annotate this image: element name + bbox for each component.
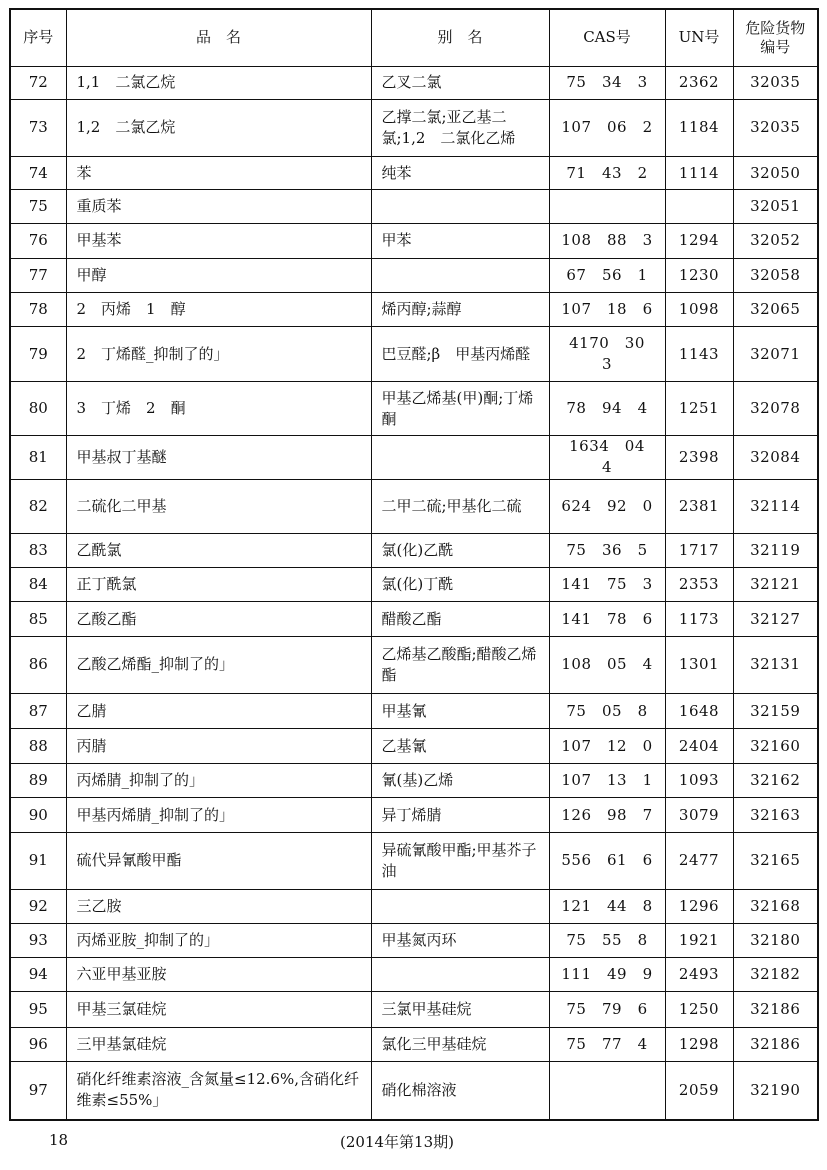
cell-product-name: 1,2 二氯乙烷 xyxy=(66,99,371,156)
cell-serial-number: 95 xyxy=(10,992,66,1027)
cell-cas-number: 75 05 8 xyxy=(549,694,665,729)
table-row xyxy=(10,958,818,992)
cell-un-number: 2059 xyxy=(665,1061,733,1120)
cell-alias xyxy=(371,190,549,223)
cell-serial-number: 94 xyxy=(10,958,66,992)
cell-cas-number: 556 61 6 xyxy=(549,833,665,889)
cell-un-number: 2398 xyxy=(665,436,733,479)
cell-un-number: 2493 xyxy=(665,958,733,992)
header-product-name: 品 名 xyxy=(66,9,371,66)
cell-product-name: 丙腈 xyxy=(66,729,371,763)
cell-product-name: 硝化纤维素溶液_含氮量≤12.6%,含硝化纤维素≤55%」 xyxy=(66,1061,371,1120)
cell-alias: 醋酸乙酯 xyxy=(371,602,549,636)
cell-serial-number: 93 xyxy=(10,923,66,957)
cell-product-name: 乙酰氯 xyxy=(66,533,371,567)
cell-dangerous-goods-code: 32160 xyxy=(733,729,818,763)
table-row xyxy=(10,729,818,763)
cell-cas-number: 78 94 4 xyxy=(549,381,665,435)
table-row xyxy=(10,66,818,99)
cell-cas-number: 71 43 2 xyxy=(549,157,665,190)
table-row xyxy=(10,1027,818,1061)
cell-cas-number: 121 44 8 xyxy=(549,889,665,923)
cell-alias xyxy=(371,436,549,479)
cell-cas-number: 75 79 6 xyxy=(549,992,665,1027)
table-row xyxy=(10,157,818,190)
cell-product-name: 苯 xyxy=(66,157,371,190)
hazardous-chemicals-table xyxy=(9,8,819,1121)
cell-cas-number: 75 36 5 xyxy=(549,533,665,567)
cell-serial-number: 87 xyxy=(10,694,66,729)
cell-cas-number: 1634 04 4 xyxy=(549,436,665,479)
cell-cas-number: 126 98 7 xyxy=(549,797,665,832)
cell-product-name: 乙酸乙酯 xyxy=(66,602,371,636)
table-row xyxy=(10,190,818,223)
cell-alias: 乙烯基乙酸酯;醋酸乙烯酯 xyxy=(371,636,549,693)
table-row xyxy=(10,602,818,636)
cell-alias: 异硫氰酸甲酯;甲基芥子油 xyxy=(371,833,549,889)
cell-product-name: 硫代异氰酸甲酯 xyxy=(66,833,371,889)
cell-cas-number: 624 92 0 xyxy=(549,479,665,533)
cell-un-number: 1301 xyxy=(665,636,733,693)
table-row xyxy=(10,763,818,797)
cell-alias: 氯(化)乙酰 xyxy=(371,533,549,567)
cell-cas-number: 107 13 1 xyxy=(549,763,665,797)
cell-dangerous-goods-code: 32071 xyxy=(733,327,818,381)
header-serial-number: 序号 xyxy=(10,9,66,66)
cell-dangerous-goods-code: 32163 xyxy=(733,797,818,832)
cell-product-name: 三甲基氯硅烷 xyxy=(66,1027,371,1061)
cell-product-name: 正丁酰氯 xyxy=(66,568,371,602)
cell-product-name: 三乙胺 xyxy=(66,889,371,923)
cell-un-number: 3079 xyxy=(665,797,733,832)
table-row xyxy=(10,833,818,889)
cell-serial-number: 85 xyxy=(10,602,66,636)
cell-dangerous-goods-code: 32051 xyxy=(733,190,818,223)
cell-un-number: 1173 xyxy=(665,602,733,636)
cell-alias: 异丁烯腈 xyxy=(371,797,549,832)
cell-product-name: 六亚甲基亚胺 xyxy=(66,958,371,992)
cell-serial-number: 84 xyxy=(10,568,66,602)
cell-serial-number: 90 xyxy=(10,797,66,832)
cell-cas-number: 107 06 2 xyxy=(549,99,665,156)
cell-dangerous-goods-code: 32186 xyxy=(733,1027,818,1061)
cell-cas-number: 75 55 8 xyxy=(549,923,665,957)
cell-un-number: 1648 xyxy=(665,694,733,729)
cell-alias: 甲基氰 xyxy=(371,694,549,729)
cell-cas-number: 141 75 3 xyxy=(549,568,665,602)
cell-alias: 氯化三甲基硅烷 xyxy=(371,1027,549,1061)
cell-un-number: 1143 xyxy=(665,327,733,381)
table-row xyxy=(10,99,818,156)
table-row xyxy=(10,258,818,292)
header-row xyxy=(10,9,818,66)
cell-un-number: 2353 xyxy=(665,568,733,602)
cell-dangerous-goods-code: 32165 xyxy=(733,833,818,889)
cell-dangerous-goods-code: 32050 xyxy=(733,157,818,190)
cell-cas-number: 141 78 6 xyxy=(549,602,665,636)
cell-serial-number: 77 xyxy=(10,258,66,292)
table-row xyxy=(10,533,818,567)
cell-product-name: 二硫化二甲基 xyxy=(66,479,371,533)
cell-alias: 纯苯 xyxy=(371,157,549,190)
cell-product-name: 3 丁烯 2 酮 xyxy=(66,381,371,435)
cell-dangerous-goods-code: 32065 xyxy=(733,293,818,327)
cell-dangerous-goods-code: 32035 xyxy=(733,66,818,99)
cell-un-number: 1184 xyxy=(665,99,733,156)
cell-alias xyxy=(371,958,549,992)
cell-serial-number: 80 xyxy=(10,381,66,435)
cell-product-name: 乙腈 xyxy=(66,694,371,729)
table-row xyxy=(10,381,818,435)
table-row xyxy=(10,923,818,957)
table-row xyxy=(10,797,818,832)
cell-dangerous-goods-code: 32162 xyxy=(733,763,818,797)
cell-product-name: 丙烯亚胺_抑制了的」 xyxy=(66,923,371,957)
cell-dangerous-goods-code: 32180 xyxy=(733,923,818,957)
cell-dangerous-goods-code: 32168 xyxy=(733,889,818,923)
cell-alias: 甲苯 xyxy=(371,223,549,258)
table-row xyxy=(10,568,818,602)
cell-cas-number: 75 77 4 xyxy=(549,1027,665,1061)
cell-dangerous-goods-code: 32078 xyxy=(733,381,818,435)
cell-product-name: 乙酸乙烯酯_抑制了的」 xyxy=(66,636,371,693)
cell-un-number: 1717 xyxy=(665,533,733,567)
cell-serial-number: 86 xyxy=(10,636,66,693)
table-row xyxy=(10,293,818,327)
cell-serial-number: 81 xyxy=(10,436,66,479)
page-footer xyxy=(0,1127,827,1155)
cell-serial-number: 73 xyxy=(10,99,66,156)
cell-serial-number: 72 xyxy=(10,66,66,99)
cell-cas-number xyxy=(549,1061,665,1120)
cell-cas-number: 67 56 1 xyxy=(549,258,665,292)
cell-product-name: 1,1 二氯乙烷 xyxy=(66,66,371,99)
cell-cas-number: 108 88 3 xyxy=(549,223,665,258)
cell-alias: 三氯甲基硅烷 xyxy=(371,992,549,1027)
cell-product-name: 甲基苯 xyxy=(66,223,371,258)
hazardous-chemicals-table-container xyxy=(9,8,817,1121)
cell-cas-number: 107 18 6 xyxy=(549,293,665,327)
cell-cas-number: 75 34 3 xyxy=(549,66,665,99)
cell-dangerous-goods-code: 32159 xyxy=(733,694,818,729)
header-cas-number: CAS号 xyxy=(549,9,665,66)
cell-serial-number: 96 xyxy=(10,1027,66,1061)
table-row xyxy=(10,694,818,729)
cell-un-number: 2404 xyxy=(665,729,733,763)
cell-serial-number: 76 xyxy=(10,223,66,258)
cell-dangerous-goods-code: 32084 xyxy=(733,436,818,479)
cell-product-name: 丙烯腈_抑制了的」 xyxy=(66,763,371,797)
cell-dangerous-goods-code: 32114 xyxy=(733,479,818,533)
issue-label: (2014年第13期) xyxy=(340,1133,454,1151)
cell-alias: 甲基氮丙环 xyxy=(371,923,549,957)
cell-dangerous-goods-code: 32131 xyxy=(733,636,818,693)
cell-product-name: 甲基叔丁基醚 xyxy=(66,436,371,479)
cell-un-number: 1098 xyxy=(665,293,733,327)
cell-dangerous-goods-code: 32182 xyxy=(733,958,818,992)
table-row xyxy=(10,992,818,1027)
cell-serial-number: 83 xyxy=(10,533,66,567)
table-row xyxy=(10,327,818,381)
header-alias: 别 名 xyxy=(371,9,549,66)
cell-alias: 乙撑二氯;亚乙基二氯;1,2 二氯化乙烯 xyxy=(371,99,549,156)
page-number: 18 xyxy=(49,1131,69,1149)
cell-alias: 氰(基)乙烯 xyxy=(371,763,549,797)
cell-un-number: 1093 xyxy=(665,763,733,797)
cell-serial-number: 91 xyxy=(10,833,66,889)
cell-un-number: 2381 xyxy=(665,479,733,533)
cell-alias: 氯(化)丁酰 xyxy=(371,568,549,602)
table-row xyxy=(10,223,818,258)
cell-alias: 二甲二硫;甲基化二硫 xyxy=(371,479,549,533)
cell-un-number xyxy=(665,190,733,223)
cell-un-number: 1230 xyxy=(665,258,733,292)
cell-dangerous-goods-code: 32035 xyxy=(733,99,818,156)
cell-serial-number: 79 xyxy=(10,327,66,381)
header-un-number: UN号 xyxy=(665,9,733,66)
table-row xyxy=(10,1061,818,1120)
cell-serial-number: 89 xyxy=(10,763,66,797)
cell-serial-number: 82 xyxy=(10,479,66,533)
cell-product-name: 甲基丙烯腈_抑制了的」 xyxy=(66,797,371,832)
cell-serial-number: 92 xyxy=(10,889,66,923)
cell-dangerous-goods-code: 32052 xyxy=(733,223,818,258)
cell-un-number: 1921 xyxy=(665,923,733,957)
table-header xyxy=(10,9,818,66)
cell-serial-number: 74 xyxy=(10,157,66,190)
cell-product-name: 甲醇 xyxy=(66,258,371,292)
cell-serial-number: 75 xyxy=(10,190,66,223)
cell-alias: 甲基乙烯基(甲)酮;丁烯酮 xyxy=(371,381,549,435)
cell-alias xyxy=(371,258,549,292)
cell-cas-number xyxy=(549,190,665,223)
cell-product-name: 2 丙烯 1 醇 xyxy=(66,293,371,327)
table-row xyxy=(10,636,818,693)
cell-serial-number: 97 xyxy=(10,1061,66,1120)
cell-un-number: 1250 xyxy=(665,992,733,1027)
table-row xyxy=(10,479,818,533)
cell-alias: 乙叉二氯 xyxy=(371,66,549,99)
cell-un-number: 1296 xyxy=(665,889,733,923)
cell-cas-number: 107 12 0 xyxy=(549,729,665,763)
cell-cas-number: 111 49 9 xyxy=(549,958,665,992)
cell-dangerous-goods-code: 32121 xyxy=(733,568,818,602)
cell-dangerous-goods-code: 32127 xyxy=(733,602,818,636)
cell-dangerous-goods-code: 32186 xyxy=(733,992,818,1027)
cell-un-number: 1114 xyxy=(665,157,733,190)
cell-serial-number: 88 xyxy=(10,729,66,763)
cell-alias xyxy=(371,889,549,923)
cell-un-number: 2477 xyxy=(665,833,733,889)
cell-cas-number: 4170 30 3 xyxy=(549,327,665,381)
table-body xyxy=(10,66,818,1120)
cell-serial-number: 78 xyxy=(10,293,66,327)
cell-dangerous-goods-code: 32058 xyxy=(733,258,818,292)
table-row xyxy=(10,889,818,923)
cell-un-number: 1298 xyxy=(665,1027,733,1061)
cell-un-number: 2362 xyxy=(665,66,733,99)
cell-alias: 硝化棉溶液 xyxy=(371,1061,549,1120)
cell-alias: 烯丙醇;蒜醇 xyxy=(371,293,549,327)
cell-un-number: 1294 xyxy=(665,223,733,258)
cell-product-name: 2 丁烯醛_抑制了的」 xyxy=(66,327,371,381)
cell-product-name: 甲基三氯硅烷 xyxy=(66,992,371,1027)
cell-dangerous-goods-code: 32190 xyxy=(733,1061,818,1120)
header-dangerous-goods-code: 危险货物 编号 xyxy=(733,9,818,66)
cell-un-number: 1251 xyxy=(665,381,733,435)
cell-cas-number: 108 05 4 xyxy=(549,636,665,693)
cell-alias: 巴豆醛;β 甲基丙烯醛 xyxy=(371,327,549,381)
cell-dangerous-goods-code: 32119 xyxy=(733,533,818,567)
cell-alias: 乙基氰 xyxy=(371,729,549,763)
table-row xyxy=(10,436,818,479)
cell-product-name: 重质苯 xyxy=(66,190,371,223)
